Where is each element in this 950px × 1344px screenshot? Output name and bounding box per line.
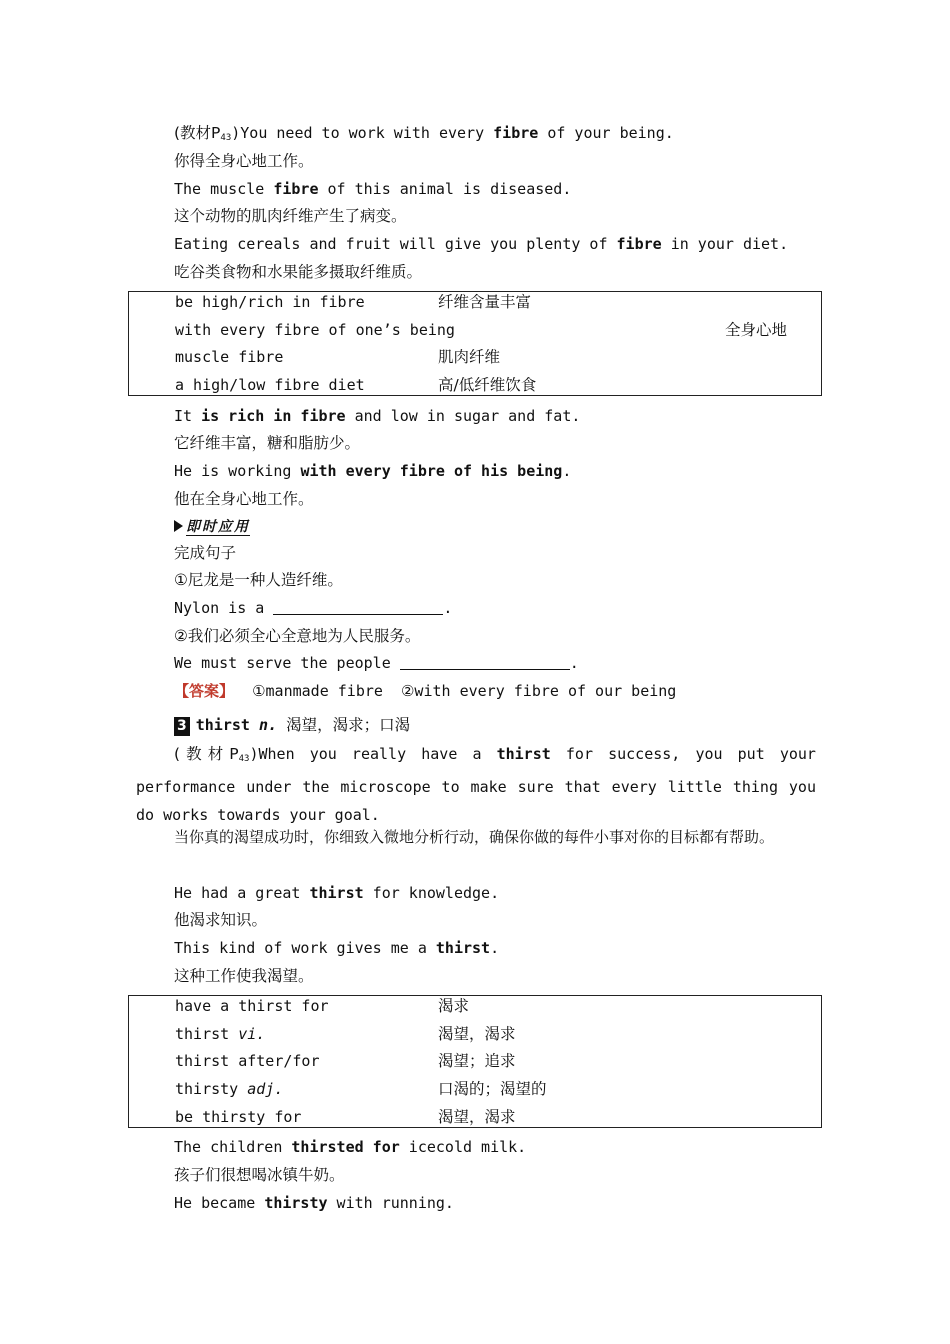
fibre-phrase-table <box>128 291 822 396</box>
keyword: thirsted for <box>291 1138 400 1156</box>
phrase-row <box>175 1047 815 1075</box>
example-text: . <box>562 462 572 480</box>
phrase-row <box>175 316 815 344</box>
answer-blank-1[interactable] <box>273 600 443 615</box>
keyword: thirst <box>435 939 491 957</box>
phrase-row <box>175 371 815 399</box>
phrase-en: muscle fibre <box>175 348 284 366</box>
phrase-zh: 肌肉纤维 <box>438 348 501 366</box>
example-text: The muscle <box>174 180 274 198</box>
keyword: thirst <box>496 745 551 763</box>
example-text: and low in sugar and fat. <box>345 407 581 425</box>
question-text: We must serve the people <box>174 654 400 672</box>
example-text: )When you really have a <box>249 745 497 763</box>
example-text: with running. <box>327 1194 454 1212</box>
example-text: This kind of work gives me a <box>174 939 436 957</box>
entry-word: thirst <box>195 716 250 734</box>
phrase-en: thirst vi. <box>175 1025 266 1043</box>
practice-heading-label: 即时应用 <box>186 519 250 535</box>
fibre-example-3 <box>174 234 788 254</box>
fibre-example-5 <box>174 461 571 481</box>
thirst-example-2 <box>174 883 499 903</box>
keyword: fibre <box>273 180 319 198</box>
question-1-cn: ①尼龙是一种人造纤维。 <box>174 571 343 589</box>
phrase-row <box>175 343 815 371</box>
thirst-example-5 <box>174 1193 454 1213</box>
fibre-example-2 <box>174 179 571 199</box>
phrase-zh: 纤维含量丰富 <box>438 293 532 311</box>
thirst-example-3 <box>174 938 499 958</box>
phrase-en: be high/rich in fibre <box>175 293 365 311</box>
example-text: He is working <box>174 462 301 480</box>
thirst-example-3-translation: 这种工作使我渴望。 <box>174 967 314 985</box>
phrase-en: thirst after/for <box>175 1052 320 1070</box>
example-text: in your diet. <box>661 235 789 253</box>
fibre-example-5-translation: 他在全身心地工作。 <box>174 490 314 508</box>
keyword: is rich in fibre <box>201 407 346 425</box>
fibre-example-2-translation: 这个动物的肌肉纤维产生了病变。 <box>174 207 407 225</box>
phrase-zh: 渴望，渴求 <box>438 1108 516 1126</box>
phrase-row <box>175 1075 815 1103</box>
thirst-example-1 <box>136 740 816 829</box>
answer-text: ①manmade fibre ②with every fibre of our being <box>252 682 677 700</box>
question-text: Nylon is a <box>174 599 274 617</box>
question-text: . <box>569 654 579 672</box>
thirst-entry-heading <box>174 715 410 736</box>
play-triangle-icon <box>174 520 183 532</box>
example-text: The children <box>174 1138 292 1156</box>
fibre-example-4 <box>174 406 580 426</box>
source-label: (教材P <box>174 124 221 142</box>
example-text: icecold milk. <box>399 1138 527 1156</box>
phrase-zh: 渴求 <box>438 997 470 1015</box>
keyword: thirsty <box>264 1194 328 1212</box>
entry-meaning: 渴望，渴求；口渴 <box>286 716 411 734</box>
thirst-example-2-translation: 他渴求知识。 <box>174 911 268 929</box>
phrase-zh: 渴望，渴求 <box>438 1025 516 1043</box>
question-1-en <box>174 598 452 618</box>
phrase-row <box>175 992 815 1020</box>
answer-blank-2[interactable] <box>400 655 570 670</box>
example-text: Eating cereals and fruit will give you plenty of <box>174 235 617 253</box>
phrase-zh: 口渴的；渴望的 <box>438 1080 547 1098</box>
fibre-example-1 <box>174 123 674 148</box>
practice-instruction: 完成句子 <box>174 544 237 562</box>
thirst-example-4 <box>174 1137 526 1157</box>
example-text: It <box>174 407 202 425</box>
example-text: He became <box>174 1194 265 1212</box>
example-text: He had a great <box>174 884 310 902</box>
fibre-example-4-translation: 它纤维丰富，糖和脂肪少。 <box>174 434 361 452</box>
phrase-en: be thirsty for <box>175 1108 302 1126</box>
keyword: fibre <box>616 235 662 253</box>
phrase-row <box>175 1020 815 1048</box>
entry-pos: n. <box>258 716 278 734</box>
thirst-example-4-translation: 孩子们很想喝冰镇牛奶。 <box>174 1166 345 1184</box>
source-page: 43 <box>238 754 250 764</box>
example-text: of this animal is diseased. <box>318 180 572 198</box>
phrase-en: have a thirst for <box>175 997 329 1015</box>
question-2-cn: ②我们必须全心全意地为人民服务。 <box>174 627 421 645</box>
practice-heading <box>174 516 250 537</box>
phrase-zh: 渴望；追求 <box>438 1052 516 1070</box>
example-text: )You need to work with every <box>231 124 494 142</box>
example-text: of your being. <box>538 124 674 142</box>
phrase-zh: 全身心地 <box>725 321 788 339</box>
entry-number-badge: 3 <box>174 717 190 736</box>
fibre-example-3-translation: 吃谷类食物和水果能多摄取纤维质。 <box>174 263 423 281</box>
example-text: . <box>490 939 500 957</box>
phrase-row <box>175 288 815 316</box>
phrase-en: a high/low fibre diet <box>175 376 365 394</box>
phrase-en: thirsty adj. <box>175 1080 284 1098</box>
source-page: 43 <box>220 133 232 143</box>
keyword: thirst <box>309 884 364 902</box>
thirst-example-1-translation: 当你真的渴望成功时，你细致入微地分析行动，确保你做的每件小事对你的目标都有帮助。 <box>174 828 775 846</box>
answer-line <box>174 681 676 701</box>
answer-label: 【答案】 <box>174 682 235 700</box>
thirst-phrase-table <box>128 995 822 1128</box>
keyword: with every fibre of his being <box>300 462 563 480</box>
phrase-en: with every fibre of one’s being <box>175 321 455 339</box>
source-label: (教材P <box>174 745 239 763</box>
example-text: for knowledge. <box>363 884 500 902</box>
question-text: . <box>443 599 453 617</box>
question-2-en <box>174 653 579 673</box>
fibre-example-1-translation: 你得全身心地工作。 <box>174 152 314 170</box>
phrase-zh: 高/低纤维饮食 <box>438 376 537 394</box>
phrase-row <box>175 1103 815 1131</box>
keyword: fibre <box>493 124 539 142</box>
example-text: for success, you put your performance under the microscope to make sure that every little thing you do works towards your goal. <box>136 745 816 824</box>
